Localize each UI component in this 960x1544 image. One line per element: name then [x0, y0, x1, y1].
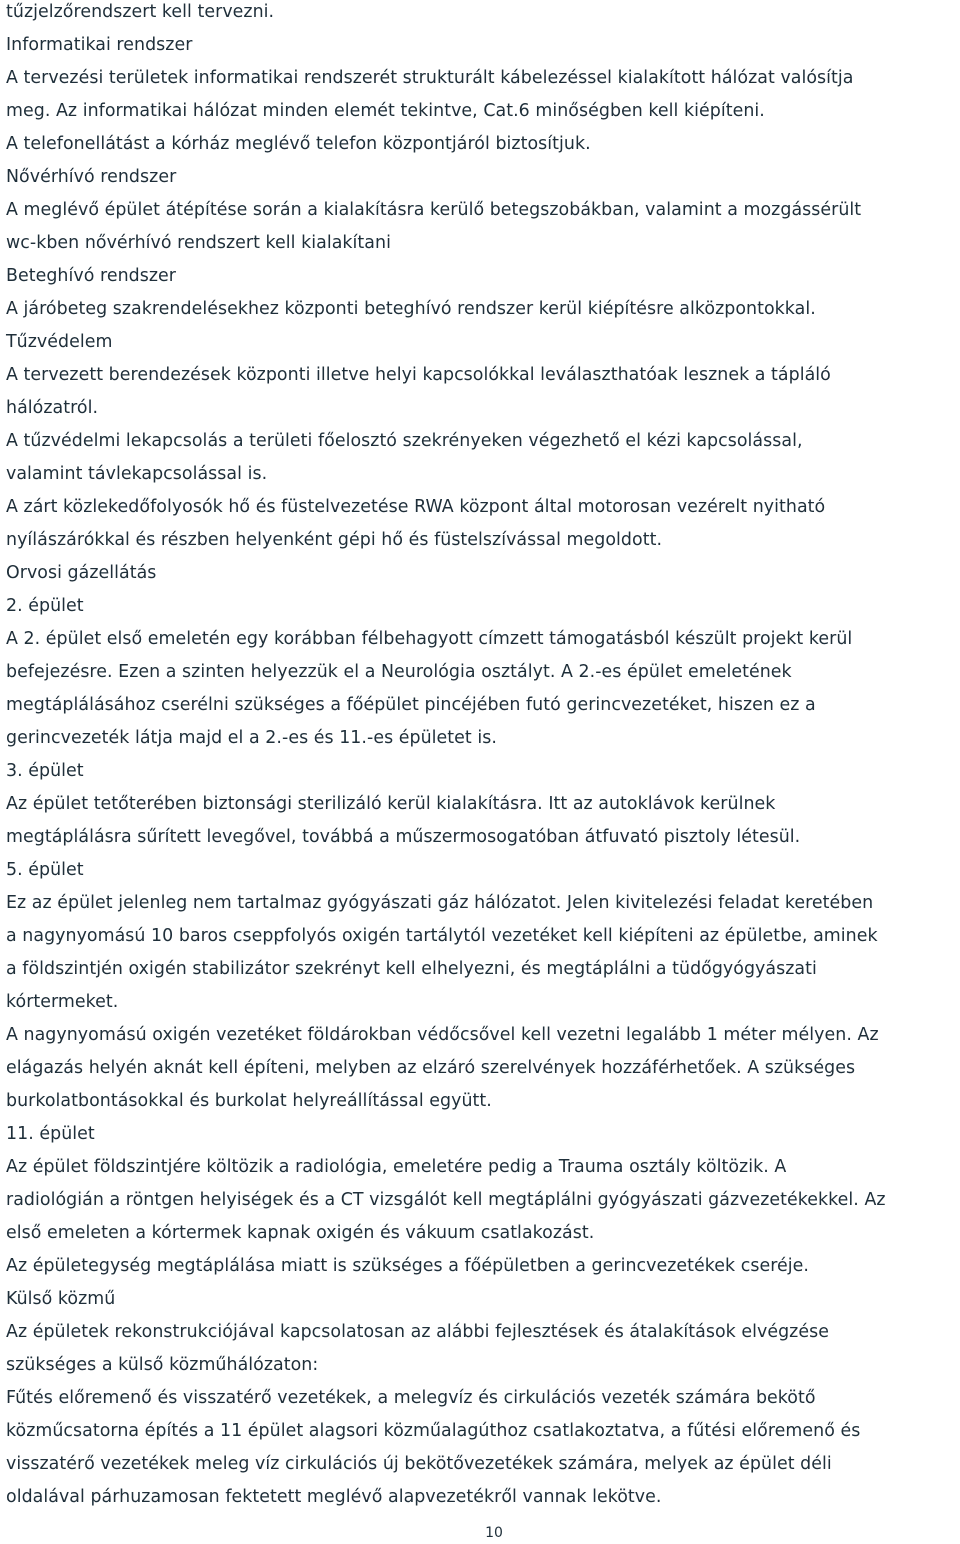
- text-line: A zárt közlekedőfolyosók hő és füstelvezetése RWA központ által motorosan vezérelt nyitható: [6, 497, 826, 517]
- text-line: A tervezett berendezések központi illetve helyi kapcsolókkal leválaszthatóak lesznek a tápláló: [6, 365, 831, 385]
- text-line: Az épületek rekonstrukciójával kapcsolatosan az alábbi fejlesztések és átalakítások elvégzése: [6, 1322, 829, 1342]
- text-line: burkolatbontásokkal és burkolat helyreállítással együtt.: [6, 1091, 492, 1111]
- text-line: oldalával párhuzamosan fektetett meglévő alapvezetékről vannak lekötve.: [6, 1487, 662, 1507]
- text-line: radiológián a röntgen helyiségek és a CT vizsgálót kell megtáplálni gyógyászati gázvezetékekkel. Az: [6, 1190, 886, 1210]
- text-line: Az épület tetőterében biztonsági sterilizáló kerül kialakításra. Itt az autoklávok kerülnek: [6, 794, 776, 814]
- text-line: Az épületegység megtáplálása miatt is szükséges a főépületben a gerincvezetékek cseréje.: [6, 1256, 809, 1276]
- text-line: A meglévő épület átépítése során a kialakításra kerülő betegszobákban, valamint a mozgássérült: [6, 200, 862, 220]
- section-heading-noverhivo: Nővérhívó rendszer: [6, 167, 177, 187]
- section-heading-orvosi-gazellatas: Orvosi gázellátás: [6, 563, 157, 583]
- text-line: megtáplálásra sűrített levegővel, továbbá a műszermosogatóban átfuvató pisztoly létesül.: [6, 827, 801, 847]
- subheading-epulet-3: 3. épület: [6, 761, 84, 781]
- section-heading-kulso-kozmu: Külső közmű: [6, 1289, 116, 1309]
- text-line: A nagynyomású oxigén vezetéket földárokban védőcsővel kell vezetni legalább 1 méter mélyen. Az: [6, 1025, 879, 1045]
- text-line: visszatérő vezetékek meleg víz cirkulációs új bekötővezetékek számára, melyek az épület déli: [6, 1454, 832, 1474]
- text-line: Az épület földszintjére költözik a radiológia, emeletére pedig a Trauma osztály költözik. A: [6, 1157, 787, 1177]
- section-heading-beteghivo: Beteghívó rendszer: [6, 266, 176, 286]
- text-line: A tűzvédelmi lekapcsolás a területi főelosztó szekrényeken végezhető el kézi kapcsolással,: [6, 431, 803, 451]
- subheading-epulet-2: 2. épület: [6, 596, 84, 616]
- text-line: a földszintjén oxigén stabilizátor szekrényt kell elhelyezni, és megtáplálni a tüdőgyógyászati: [6, 959, 817, 979]
- text-line: gerincvezeték látja majd el a 2.-es és 11.-es épületet is.: [6, 728, 497, 748]
- subheading-epulet-11: 11. épület: [6, 1124, 95, 1144]
- text-line: elágazás helyén aknát kell építeni, melyben az elzáró szerelvények hozzáférhetőek. A szükséges: [6, 1058, 856, 1078]
- text-line: tűzjelzőrendszert kell tervezni.: [6, 2, 275, 22]
- text-line: befejezésre. Ezen a szinten helyezzük el a Neurológia osztályt. A 2.-es épület emeletének: [6, 662, 792, 682]
- text-line: kórtermeket.: [6, 992, 119, 1012]
- subheading-epulet-5: 5. épület: [6, 860, 84, 880]
- section-heading-tuzvedelem: Tűzvédelem: [6, 332, 113, 352]
- text-line: A telefonellátást a kórház meglévő telefon központjáról biztosítjuk.: [6, 134, 591, 154]
- text-line: Ez az épület jelenleg nem tartalmaz gyógyászati gáz hálózatot. Jelen kivitelezési feladat keretében: [6, 893, 874, 913]
- text-line: Fűtés előremenő és visszatérő vezetékek, a melegvíz és cirkulációs vezeték számára bekötő: [6, 1388, 816, 1408]
- text-line: wc-kben nővérhívó rendszert kell kialakítani: [6, 233, 391, 253]
- text-line: közműcsatorna építés a 11 épület alagsori közműalagúthoz csatlakoztatva, a fűtési előremenő és: [6, 1421, 861, 1441]
- text-line: nyílászárókkal és részben helyenként gépi hő és füstelszívással megoldott.: [6, 530, 663, 550]
- text-line: A 2. épület első emeletén egy korábban félbehagyott címzett támogatásból készült projekt kerül: [6, 629, 853, 649]
- text-line: megtáplálásához cserélni szükséges a főépület pincéjében futó gerincvezetéket, hiszen ez a: [6, 695, 816, 715]
- section-heading-informatikai: Informatikai rendszer: [6, 35, 193, 55]
- document-body: [6, 0, 956, 1514]
- text-line: A tervezési területek informatikai rendszerét strukturált kábelezéssel kialakított hálózat valósítja: [6, 68, 854, 88]
- page-number: 10: [485, 1525, 503, 1541]
- text-line: a nagynyomású 10 baros cseppfolyós oxigén tartálytól vezetéket kell kiépíteni az épületbe, aminek: [6, 926, 878, 946]
- text-line: hálózatról.: [6, 398, 99, 418]
- text-line: meg. Az informatikai hálózat minden elemét tekintve, Cat.6 minőségben kell kiépíteni.: [6, 101, 765, 121]
- text-line: A járóbeteg szakrendelésekhez központi beteghívó rendszer kerül kiépítésre alközpontokkal.: [6, 299, 816, 319]
- text-line: szükséges a külső közműhálózaton:: [6, 1355, 319, 1375]
- text-line: első emeleten a kórtermek kapnak oxigén és vákuum csatlakozást.: [6, 1223, 595, 1243]
- text-line: valamint távlekapcsolással is.: [6, 464, 268, 484]
